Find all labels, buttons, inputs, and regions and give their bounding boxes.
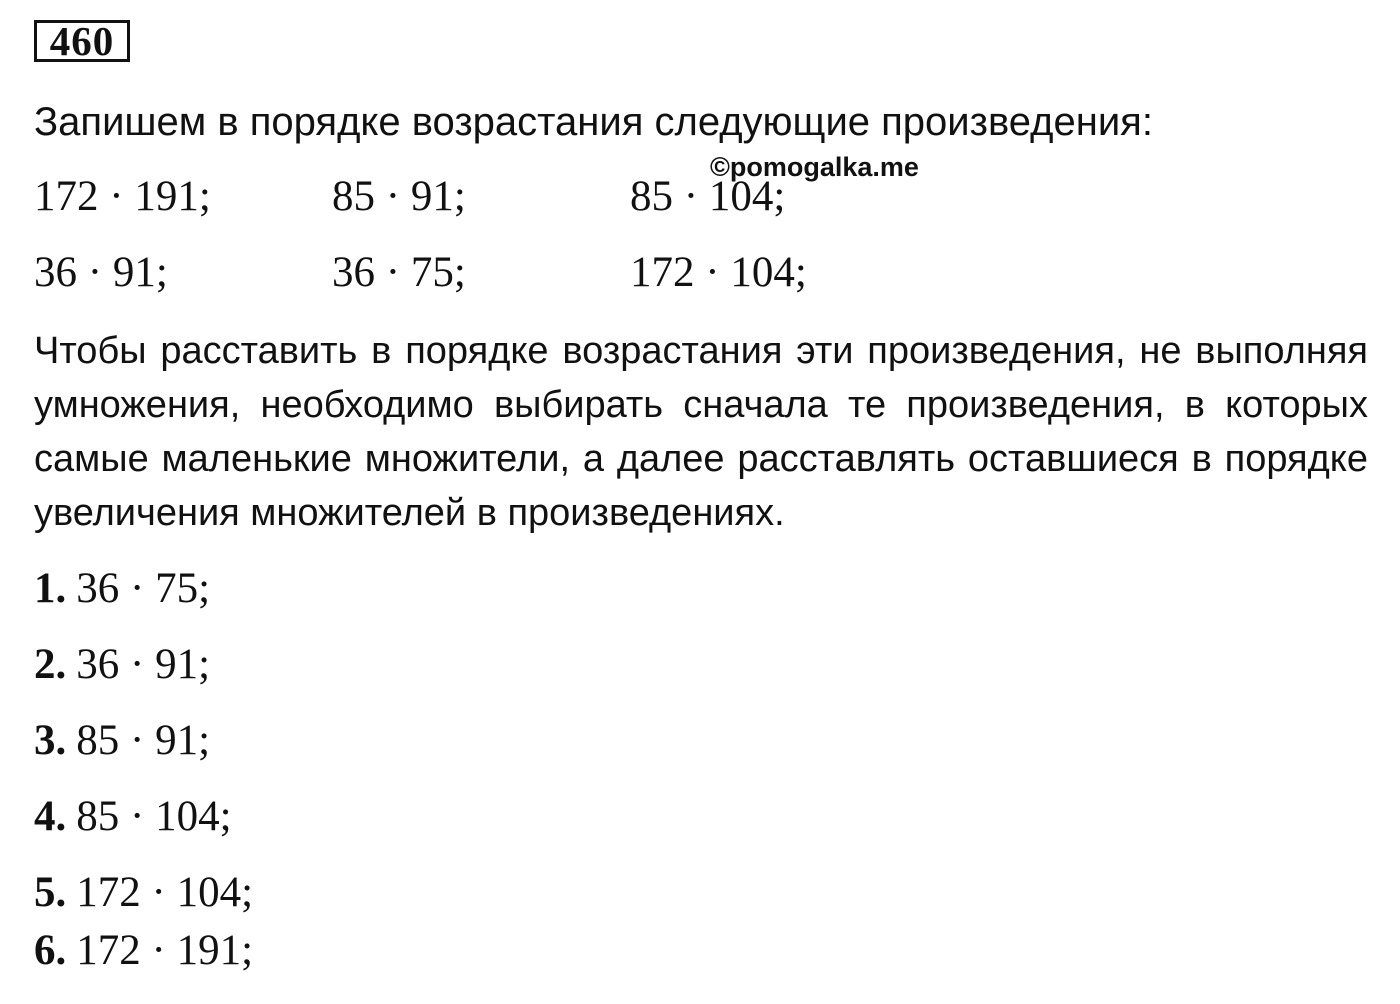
watermark-text: ©pomogalka.me xyxy=(710,152,919,182)
answer-number: 6. xyxy=(34,927,67,974)
answer-number: 1. xyxy=(34,565,67,612)
given-product: 85 · 104; xyxy=(630,173,786,220)
given-product: 172 · 191; xyxy=(34,173,211,220)
answer-item xyxy=(34,868,253,918)
answer-item xyxy=(34,926,253,976)
given-product: 36 · 75; xyxy=(332,249,466,296)
answer-item xyxy=(34,716,210,766)
explanation-paragraph: Чтобы расставить в порядке возрастания эти произведения, не выполняя умножения, необходимо выбирать сначала те произведения, в которых самые маленькие множители, а далее расставлять оставшиеся в порядке увеличения множителей в произведениях. xyxy=(34,330,1368,534)
answer-item xyxy=(34,792,232,842)
answer-number: 3. xyxy=(34,717,67,764)
given-product: 36 · 91; xyxy=(34,249,168,296)
answer-expression: 172 · 191; xyxy=(76,927,254,974)
answer-expression: 172 · 104; xyxy=(76,869,254,916)
intro-text: Запишем в порядке возрастания следующие произведения: xyxy=(34,100,1153,144)
answer-number: 2. xyxy=(34,641,67,688)
answer-number: 5. xyxy=(34,869,67,916)
answer-expression: 85 · 91; xyxy=(76,717,211,764)
answer-expression: 36 · 91; xyxy=(76,641,211,688)
answer-expression: 85 · 104; xyxy=(76,793,232,840)
given-product: 172 · 104; xyxy=(630,249,807,296)
problem-number-box: 460 xyxy=(34,20,130,62)
answer-number: 4. xyxy=(34,793,67,840)
answer-expression: 36 · 75; xyxy=(76,565,211,612)
answer-item xyxy=(34,640,210,690)
given-product: 85 · 91; xyxy=(332,173,466,220)
answer-item xyxy=(34,564,210,614)
